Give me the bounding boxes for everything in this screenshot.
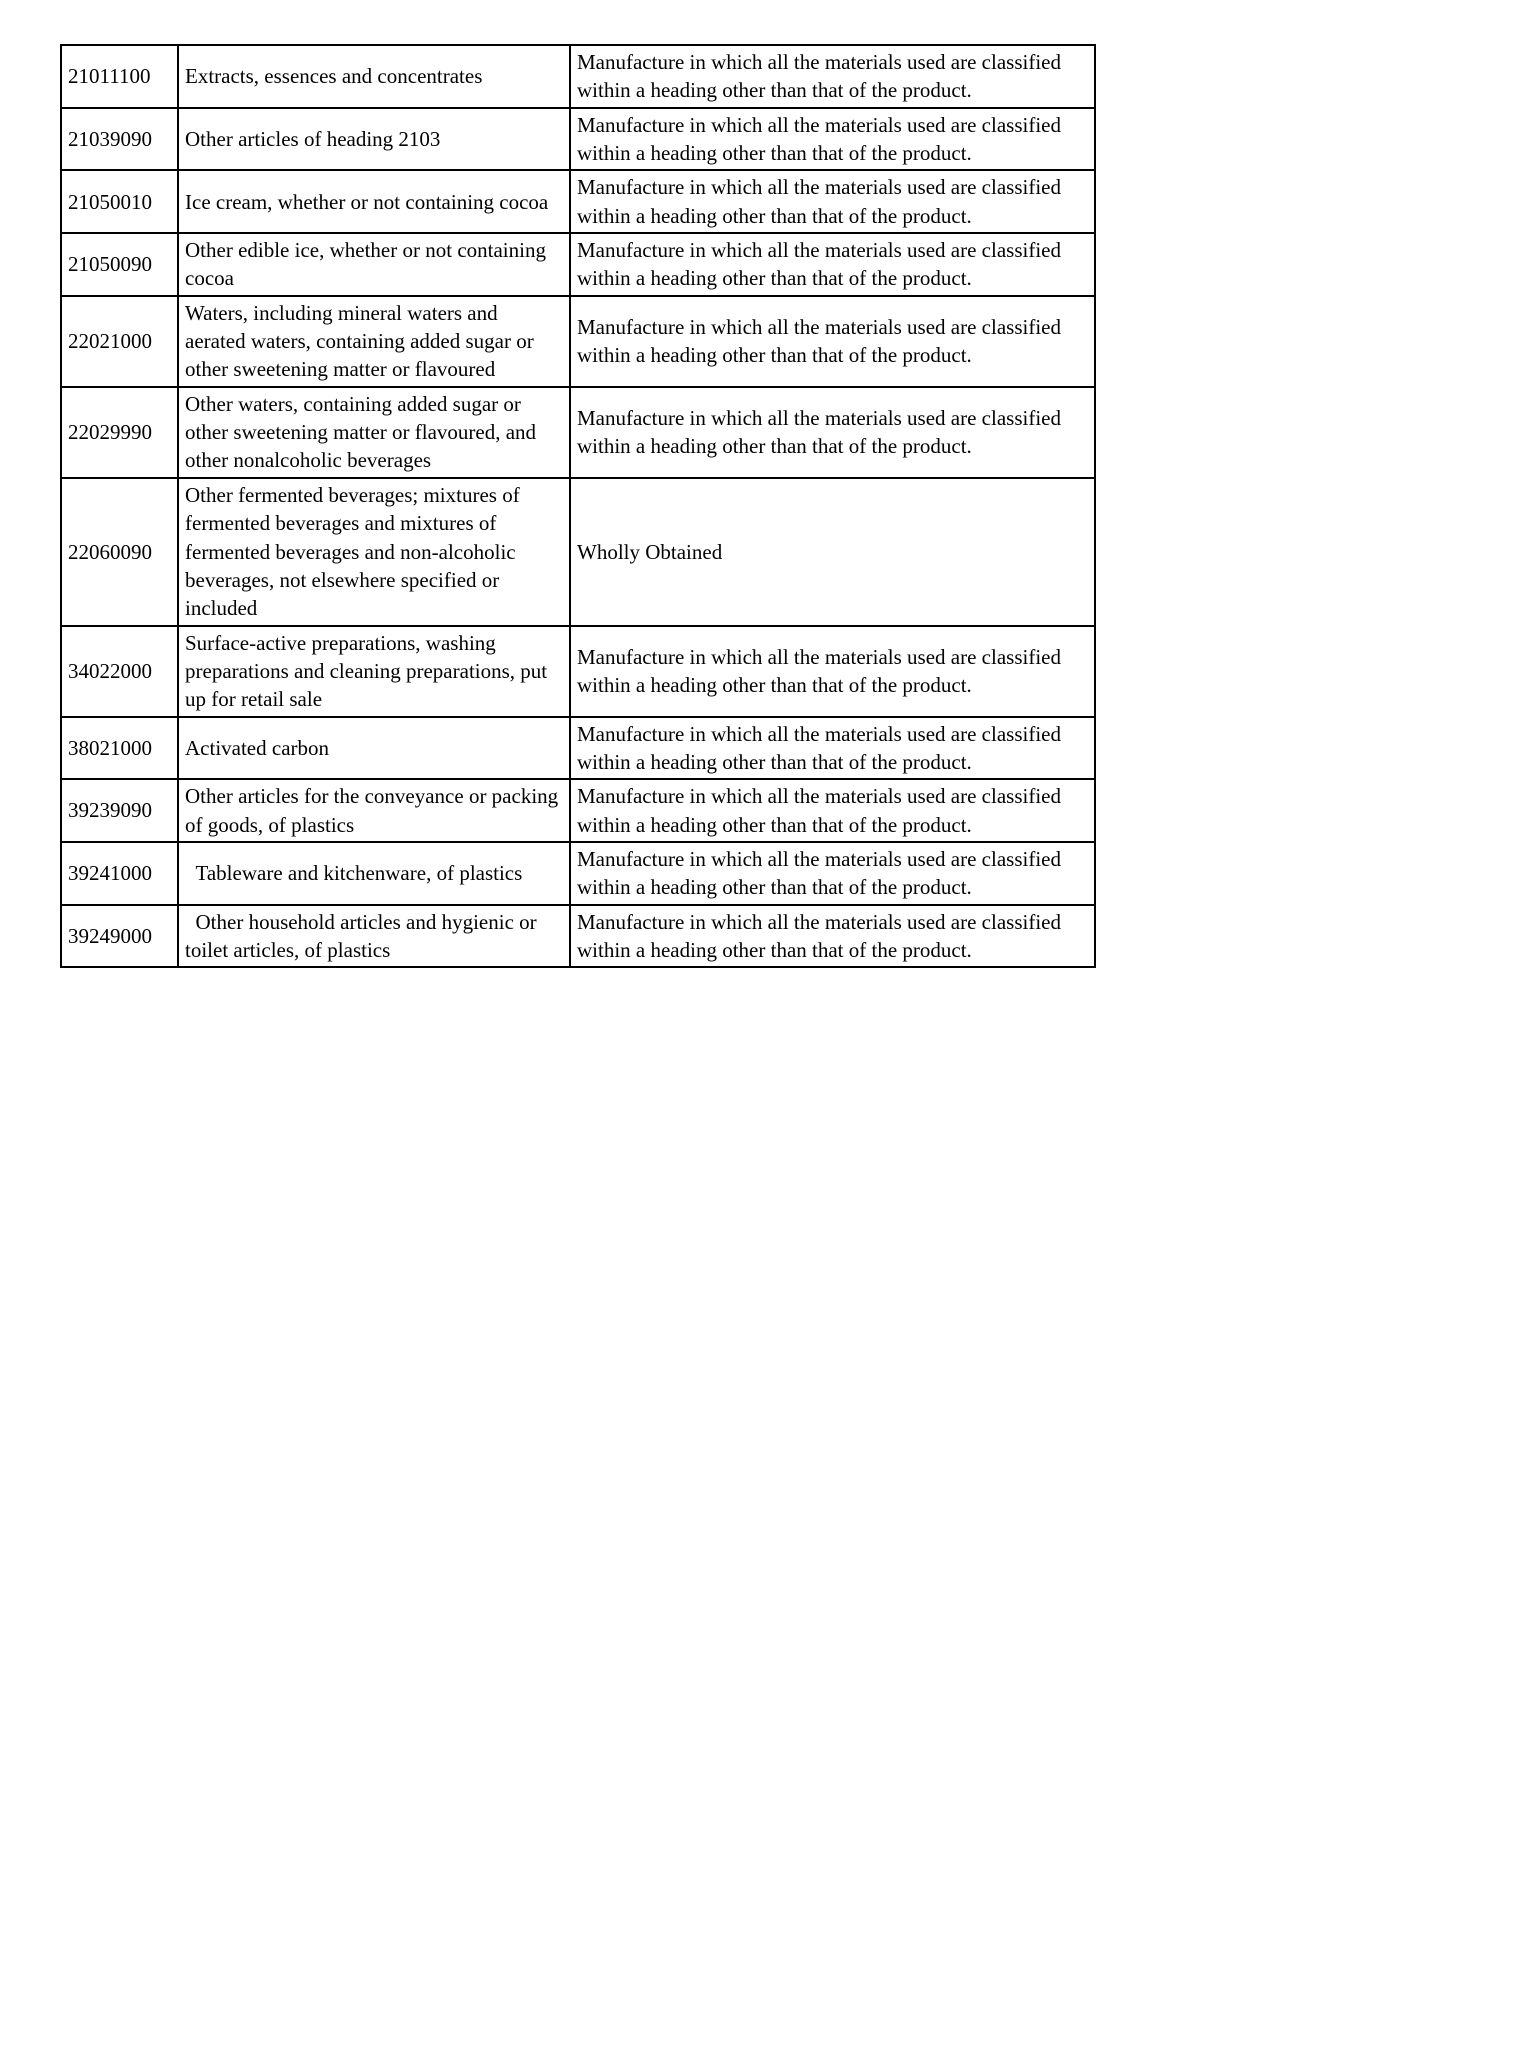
- product-description-cell: Other articles of heading 2103: [178, 108, 570, 171]
- hs-code-cell: 34022000: [61, 626, 178, 717]
- hs-code-cell: 39249000: [61, 905, 178, 968]
- table-row: [61, 170, 1095, 233]
- origin-rule-cell: Manufacture in which all the materials used are classified within a heading other than that of the product.: [570, 170, 1095, 233]
- product-description-cell: Waters, including mineral waters and aerated waters, containing added sugar or other sweetening matter or flavoured: [178, 296, 570, 387]
- document-page: [60, 44, 1094, 968]
- table-row: [61, 45, 1095, 108]
- origin-rule-cell: Wholly Obtained: [570, 478, 1095, 626]
- table-row: [61, 842, 1095, 905]
- table-row: [61, 626, 1095, 717]
- rules-table-body: [61, 45, 1095, 967]
- product-description-cell: Activated carbon: [178, 717, 570, 780]
- product-description-cell: Tableware and kitchenware, of plastics: [178, 842, 570, 905]
- table-row: [61, 387, 1095, 478]
- table-row: [61, 779, 1095, 842]
- product-description-cell: Other edible ice, whether or not containing cocoa: [178, 233, 570, 296]
- origin-rule-cell: Manufacture in which all the materials used are classified within a heading other than that of the product.: [570, 387, 1095, 478]
- hs-code-cell: 21050090: [61, 233, 178, 296]
- product-description-cell: Other fermented beverages; mixtures of fermented beverages and mixtures of fermented beverages and non-alcoholic beverages, not elsewhere specified or included: [178, 478, 570, 626]
- origin-rule-cell: Manufacture in which all the materials used are classified within a heading other than that of the product.: [570, 626, 1095, 717]
- hs-code-cell: 22029990: [61, 387, 178, 478]
- hs-code-cell: 39241000: [61, 842, 178, 905]
- product-description-cell: Surface-active preparations, washing preparations and cleaning preparations, put up for retail sale: [178, 626, 570, 717]
- origin-rule-cell: Manufacture in which all the materials used are classified within a heading other than that of the product.: [570, 296, 1095, 387]
- product-description-cell: Extracts, essences and concentrates: [178, 45, 570, 108]
- hs-code-cell: 39239090: [61, 779, 178, 842]
- origin-rule-cell: Manufacture in which all the materials used are classified within a heading other than that of the product.: [570, 779, 1095, 842]
- hs-code-cell: 21039090: [61, 108, 178, 171]
- hs-code-cell: 22060090: [61, 478, 178, 626]
- product-description-cell: Ice cream, whether or not containing cocoa: [178, 170, 570, 233]
- table-row: [61, 717, 1095, 780]
- table-row: [61, 108, 1095, 171]
- product-description-cell: Other household articles and hygienic or toilet articles, of plastics: [178, 905, 570, 968]
- origin-rule-cell: Manufacture in which all the materials used are classified within a heading other than that of the product.: [570, 842, 1095, 905]
- table-row: [61, 296, 1095, 387]
- rules-of-origin-table: [60, 44, 1096, 968]
- origin-rule-cell: Manufacture in which all the materials used are classified within a heading other than that of the product.: [570, 233, 1095, 296]
- hs-code-cell: 21050010: [61, 170, 178, 233]
- origin-rule-cell: Manufacture in which all the materials used are classified within a heading other than that of the product.: [570, 108, 1095, 171]
- table-row: [61, 478, 1095, 626]
- table-row: [61, 233, 1095, 296]
- origin-rule-cell: Manufacture in which all the materials used are classified within a heading other than that of the product.: [570, 717, 1095, 780]
- table-row: [61, 905, 1095, 968]
- hs-code-cell: 22021000: [61, 296, 178, 387]
- hs-code-cell: 38021000: [61, 717, 178, 780]
- product-description-cell: Other waters, containing added sugar or other sweetening matter or flavoured, and other nonalcoholic beverages: [178, 387, 570, 478]
- hs-code-cell: 21011100: [61, 45, 178, 108]
- origin-rule-cell: Manufacture in which all the materials used are classified within a heading other than that of the product.: [570, 45, 1095, 108]
- product-description-cell: Other articles for the conveyance or packing of goods, of plastics: [178, 779, 570, 842]
- origin-rule-cell: Manufacture in which all the materials used are classified within a heading other than that of the product.: [570, 905, 1095, 968]
